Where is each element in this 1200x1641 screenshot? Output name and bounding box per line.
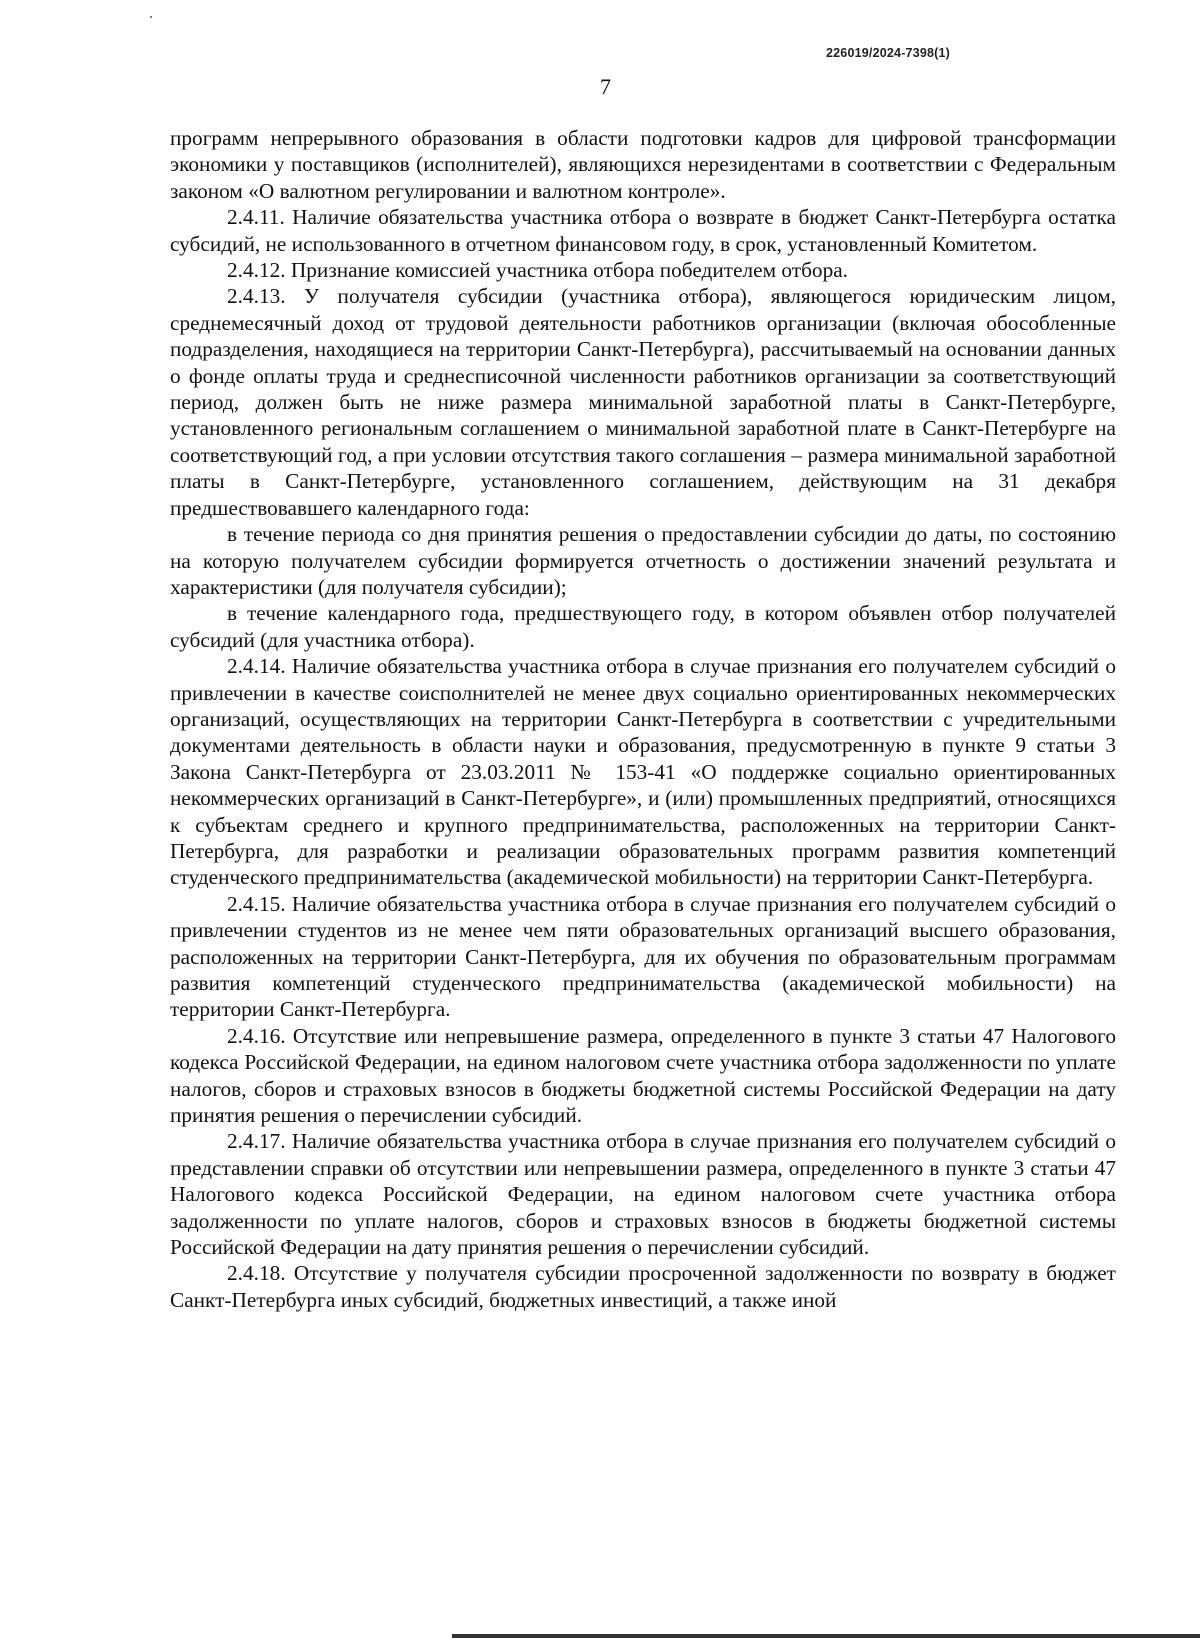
paragraph-2-4-17: 2.4.17. Наличие обязательства участника отбора в случае признания его получателем субсидий о представлении справки об отсутствии или непревышении размера, определенного в пункте 3 статьи 47 Налогового кодекса Российской Федерации, на едином налоговом счете участника отбора задолженности по уплате налогов, сборов и страховых взносов в бюджеты бюджетной системы Российской Федерации на дату принятия решения о перечислении субсидий. — [170, 1129, 1116, 1260]
document-body — [170, 125, 1116, 1313]
paragraph-2-4-13: 2.4.13. У получателя субсидии (участника отбора), являющегося юридическим лицом, среднемесячный доход от трудовой деятельности работников организации (включая обособленные подразделения, находящиеся на территории Санкт-Петербурга), рассчитываемый на основании данных о фонде оплаты труда и среднесписочной численности работников организации за соответствующий период, должен быть не ниже размера минимальной заработной платы в Санкт-Петербурге, установленного региональным соглашением о минимальной заработной плате в Санкт-Петербурге на соответствующий год, а при условии отсутствия такого соглашения – размера минимальной заработной платы в Санкт-Петербурге, установленного соглашением, действующим на 31 декабря предшествовавшего календарного года: — [170, 284, 1116, 520]
page-number: 7 — [600, 74, 611, 99]
paragraph-2-4-13-item-1: в течение периода со дня принятия решения о предоставлении субсидии до даты, по состоянию на которую получателем субсидии формируется отчетность о достижении значений результата и характеристики (для получателя субсидии); — [170, 522, 1116, 599]
paragraph-2-4-13-item-2: в течение календарного года, предшествующего году, в котором объявлен отбор получателей субсидий (для участника отбора). — [170, 601, 1116, 652]
paragraph-continuation: программ непрерывного образования в области подготовки кадров для цифровой трансформации экономики у поставщиков (исполнителей), являющихся нерезидентами в соответствии с Федеральным законом «О валютном регулировании и валютном контроле». — [170, 126, 1116, 203]
paragraph-2-4-16: 2.4.16. Отсутствие или непревышение размера, определенного в пункте 3 статьи 47 Налогового кодекса Российской Федерации, на едином налоговом счете участника отбора задолженности по уплате налогов, сборов и страховых взносов в бюджеты бюджетной системы Российской Федерации на дату принятия решения о перечислении субсидий. — [170, 1023, 1116, 1128]
paragraph-2-4-11: 2.4.11. Наличие обязательства участника отбора о возврате в бюджет Санкт-Петербурга остатка субсидий, не использованного в отчетном финансовом году, в срок, установленный Комитетом. — [170, 205, 1116, 256]
paragraph-2-4-14: 2.4.14. Наличие обязательства участника отбора в случае признания его получателем субсидий о привлечении в качестве соисполнителей не менее двух социально ориентированных некоммерческих организаций, осуществляющих на территории Санкт-Петербурга в соответствии с учредительными документами деятельность в области науки и образования, предусмотренную в пункте 9 статьи 3 Закона Санкт-Петербурга от 23.03.2011 № 153-41 «О поддержке социально ориентированных некоммерческих организаций в Санкт-Петербурге», и (или) промышленных предприятий, относящихся к субъектам среднего и крупного предпринимательства, расположенных на территории Санкт-Петербурга, для разработки и реализации образовательных программ развития компетенций студенческого предпринимательства (академической мобильности) на территории Санкт-Петербурга. — [170, 654, 1116, 890]
document-registration-number: 226019/2024-7398(1) — [826, 46, 951, 60]
paragraph-2-4-12: 2.4.12. Признание комиссией участника отбора победителем отбора. — [227, 258, 848, 283]
paragraph-2-4-15: 2.4.15. Наличие обязательства участника отбора в случае признания его получателем субсидий о привлечении студентов из не менее чем пяти образовательных организаций высшего образования, расположенных на территории Санкт-Петербурга, для их обучения по образовательным программам развития компетенций студенческого предпринимательства (академической мобильности) на территории Санкт-Петербурга. — [170, 891, 1116, 1022]
paragraph-2-4-18: 2.4.18. Отсутствие у получателя субсидии просроченной задолженности по возврату в бюджет Санкт-Петербурга иных субсидий, бюджетных инвестиций, а также иной — [170, 1261, 1116, 1312]
scan-bottom-edge — [452, 1634, 1200, 1638]
scan-speck — [150, 16, 152, 18]
